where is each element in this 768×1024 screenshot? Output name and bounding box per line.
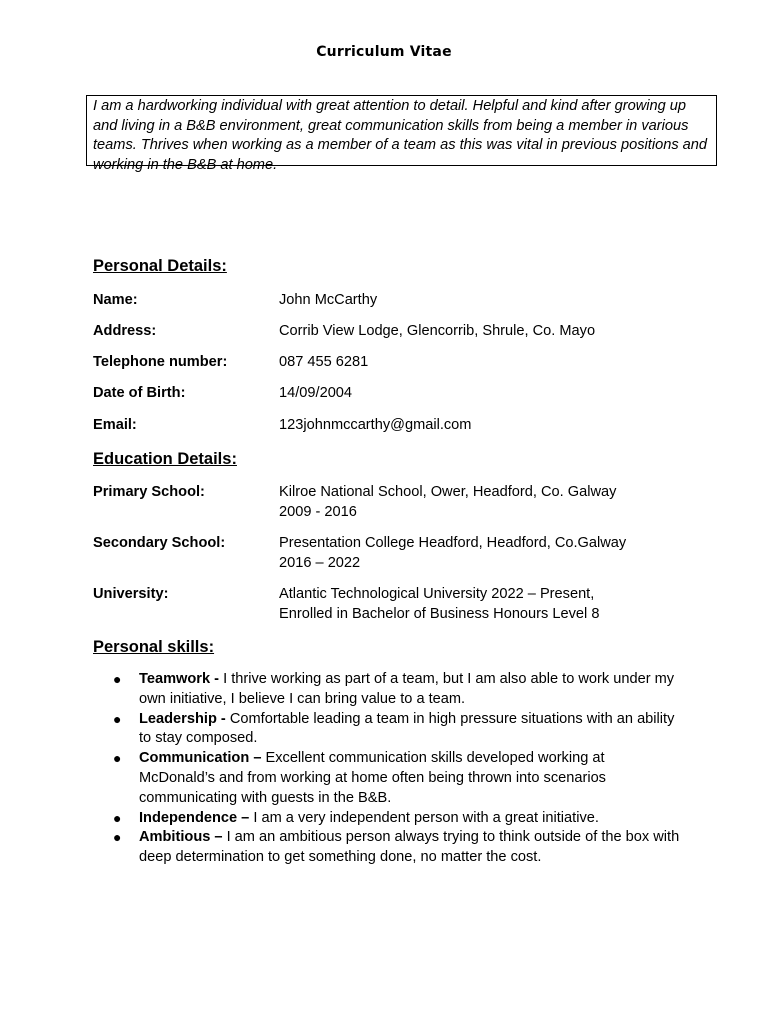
bullet-icon: ● bbox=[113, 710, 122, 727]
primary-school-value bbox=[279, 483, 699, 522]
email-label: Email: bbox=[93, 417, 137, 433]
address-value: Corrib View Lodge, Glencorrib, Shrule, Co. Mayo bbox=[279, 323, 596, 339]
skill-name: Ambitious – bbox=[139, 829, 223, 846]
skill-item-leadership bbox=[112, 710, 682, 750]
skill-text: I am an ambitious person always trying to think outside of the box with deep determination to get something done, no matter the cost. bbox=[139, 829, 680, 866]
skill-text: Comfortable leading a team in high pressure situations with an ability to stay composed. bbox=[139, 710, 675, 747]
dob-label: Date of Birth: bbox=[93, 385, 186, 401]
primary-school-line1: Kilroe National School, Ower, Headford, Co. Galway bbox=[279, 484, 617, 500]
university-value bbox=[279, 585, 699, 624]
skill-name: Leadership - bbox=[139, 710, 226, 727]
summary-box: I am a hardworking individual with great attention to detail. Helpful and kind after growing up and living in a B&B environment, great communication skills from being a member in various teams. Thrives when working as a member of a team as this was vital in previous positions and working in the B&B at home. bbox=[86, 95, 717, 166]
secondary-school-label: Secondary School: bbox=[93, 535, 226, 551]
bullet-icon: ● bbox=[113, 750, 122, 767]
skill-text: I thrive working as part of a team, but I am also able to work under my own initiative, I believe I can bring value to a team. bbox=[139, 671, 675, 707]
email-value: 123johnmccarthy@gmail.com bbox=[279, 417, 472, 433]
skill-name: Independence – bbox=[139, 809, 250, 826]
skill-name: Communication – bbox=[139, 750, 262, 767]
bullet-icon: ● bbox=[113, 829, 122, 846]
bullet-icon: ● bbox=[113, 809, 122, 826]
secondary-school-line1: Presentation College Headford, Headford, Co.Galway bbox=[279, 535, 627, 551]
education-details-heading: Education Details: bbox=[93, 450, 237, 468]
university-line2: Enrolled in Bachelor of Business Honours Level 8 bbox=[279, 605, 600, 622]
telephone-value: 087 455 6281 bbox=[279, 354, 369, 370]
telephone-label: Telephone number: bbox=[93, 354, 228, 370]
secondary-school-line2: 2016 – 2022 bbox=[279, 554, 361, 571]
primary-school-label: Primary School: bbox=[93, 484, 205, 500]
name-value: John McCarthy bbox=[279, 292, 378, 308]
skills-list bbox=[112, 670, 682, 868]
university-line1: Atlantic Technological University 2022 – Present, bbox=[279, 586, 595, 602]
skill-item-communication bbox=[112, 749, 682, 808]
name-label: Name: bbox=[93, 292, 138, 308]
university-label: University: bbox=[93, 586, 169, 602]
bullet-icon: ● bbox=[113, 671, 122, 687]
skill-item-ambitious bbox=[112, 828, 682, 868]
personal-skills-heading: Personal skills: bbox=[93, 638, 215, 656]
dob-value: 14/09/2004 bbox=[279, 385, 353, 401]
skill-item-teamwork bbox=[112, 670, 682, 710]
skill-text: Excellent communication skills developed working at McDonald’s and from working at home often being thrown into scenarios communicating with guests in the B&B. bbox=[139, 750, 606, 806]
primary-school-line2: 2009 - 2016 bbox=[279, 503, 357, 520]
personal-details-heading: Personal Details: bbox=[93, 257, 227, 275]
address-label: Address: bbox=[93, 323, 157, 339]
document-title: Curriculum Vitae bbox=[316, 44, 452, 60]
secondary-school-value bbox=[279, 534, 699, 573]
skill-name: Teamwork - bbox=[139, 671, 220, 687]
skill-text: I am a very independent person with a great initiative. bbox=[249, 809, 599, 826]
skill-item-independence bbox=[112, 809, 682, 829]
